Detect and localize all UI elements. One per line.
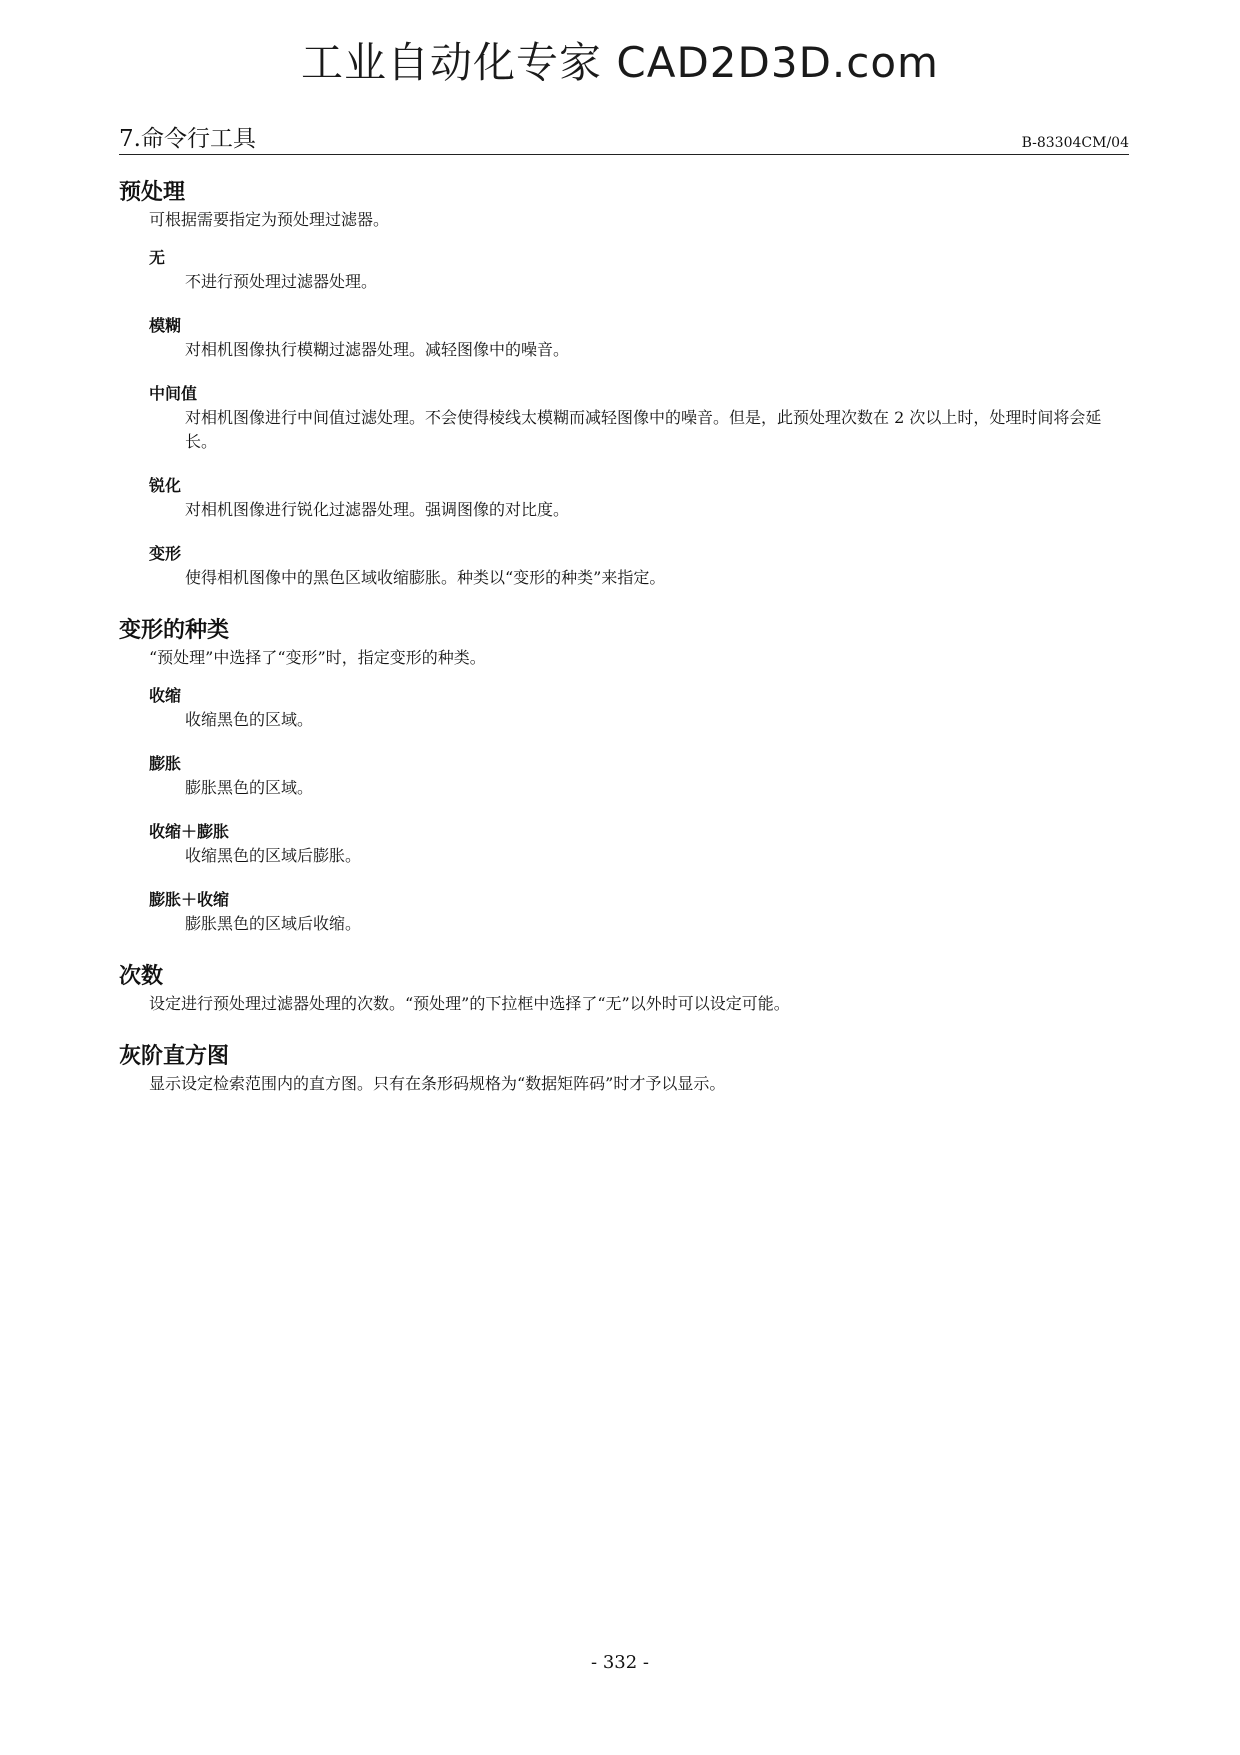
option-description: 不进行预处理过滤器处理。: [185, 272, 378, 291]
option-description: 对相机图像进行锐化过滤器处理。强调图像的对比度。: [185, 500, 570, 519]
page-number: - 332 -: [591, 1652, 649, 1673]
option-label: 中间值: [149, 384, 198, 403]
option-description: 对相机图像执行模糊过滤器处理。减轻图像中的噪音。: [185, 340, 570, 359]
option-description: 膨胀黑色的区域。: [185, 778, 314, 797]
option-description: 膨胀黑色的区域后收缩。: [185, 914, 362, 933]
section-deformation-type: [119, 616, 1129, 936]
option-description: 收缩黑色的区域。: [185, 710, 314, 729]
option-label: 收缩: [149, 686, 182, 705]
section-preprocessing: [119, 178, 1129, 590]
option-item: [149, 888, 1129, 936]
section-title: 预处理: [119, 180, 186, 205]
option-description: 对相机图像进行中间值过滤处理。不会使得棱线太模糊而减轻图像中的噪音。但是，此预处理次数在 2 次以上时，处理时间将会延长。: [185, 408, 1102, 451]
option-item: [149, 246, 1129, 294]
section-description: 可根据需要指定为预处理过滤器。: [149, 210, 390, 229]
option-label: 收缩＋膨胀: [149, 822, 230, 841]
section-count: [119, 962, 1129, 1016]
chapter-title: 7.命令行工具: [119, 126, 256, 152]
option-description: 收缩黑色的区域后膨胀。: [185, 846, 362, 865]
option-item: [149, 684, 1129, 732]
section-title: 变形的种类: [119, 618, 230, 643]
document-number: B-83304CM/04: [1021, 135, 1129, 151]
option-item: [149, 820, 1129, 868]
option-label: 无: [149, 248, 166, 267]
section-title: 次数: [119, 964, 164, 989]
option-item: [149, 752, 1129, 800]
main-content: [119, 178, 1129, 1122]
section-title: 灰阶直方图: [119, 1044, 230, 1069]
section-description: 显示设定检索范围内的直方图。只有在条形码规格为“数据矩阵码”时才予以显示。: [149, 1074, 726, 1093]
option-label: 膨胀: [149, 754, 182, 773]
option-item: [149, 314, 1129, 362]
option-label: 模糊: [149, 316, 182, 335]
option-item: [149, 382, 1129, 454]
section-description: “预处理”中选择了“变形”时，指定变形的种类。: [149, 648, 486, 667]
section-description: 设定进行预处理过滤器处理的次数。“预处理”的下拉框中选择了“无”以外时可以设定可能。: [149, 994, 790, 1013]
option-item: [149, 474, 1129, 522]
option-description: 使得相机图像中的黑色区域收缩膨胀。种类以“变形的种类”来指定。: [185, 568, 666, 587]
option-item: [149, 542, 1129, 590]
watermark: 工业自动化专家 CAD2D3D.com: [301, 38, 939, 87]
option-label: 变形: [149, 544, 182, 563]
option-label: 膨胀＋收缩: [149, 890, 230, 909]
page-header: [119, 124, 1129, 155]
option-label: 锐化: [149, 476, 182, 495]
section-grayscale-histogram: [119, 1042, 1129, 1096]
